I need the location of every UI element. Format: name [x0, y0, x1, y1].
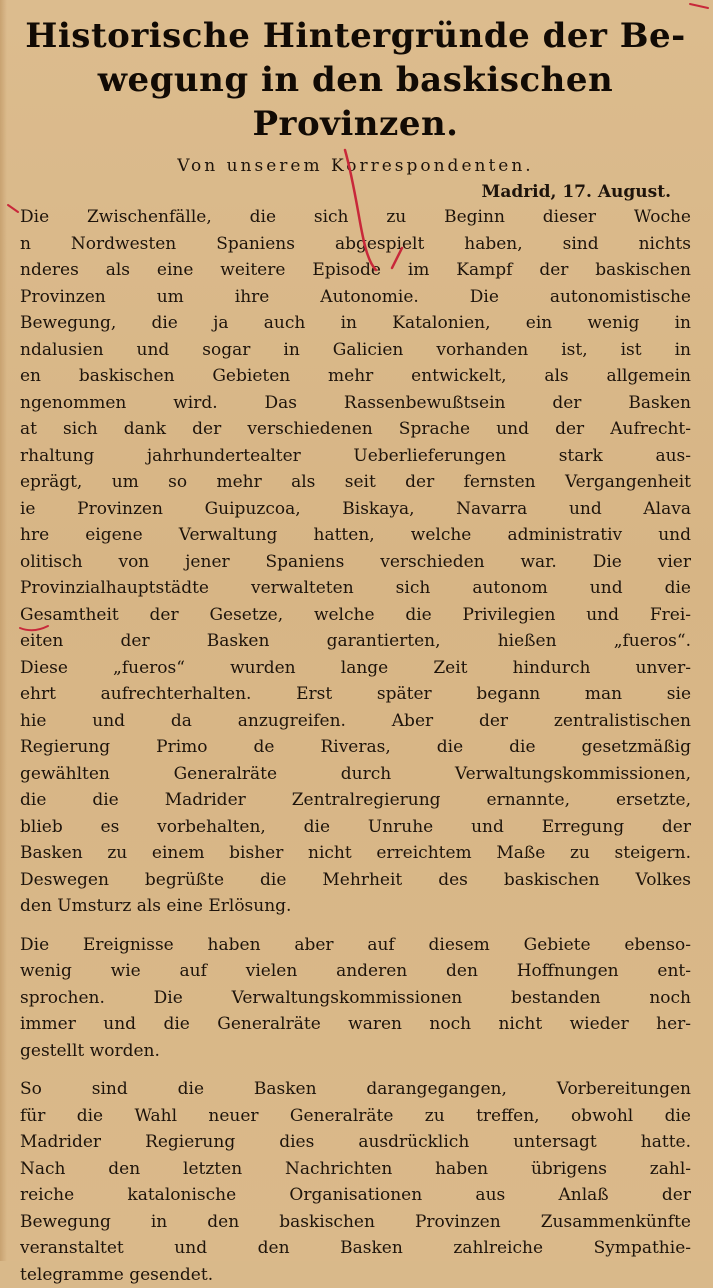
- paragraph-line: ngenommen wird. Das Rassenbewußtsein der Basken: [20, 390, 691, 417]
- paragraph-line: So sind die Basken darangegangen, Vorbereitungen: [20, 1076, 691, 1103]
- article-paragraph: [20, 204, 691, 920]
- paragraph-line: nderes als eine weitere Episode im Kampf der baskischen: [20, 257, 691, 284]
- paragraph-line: Gesamtheit der Gesetze, welche die Privilegien und Frei-: [20, 602, 691, 629]
- paragraph-line: Deswegen begrüßte die Mehrheit des baskischen Volkes: [20, 867, 691, 894]
- paragraph-line: ndalusien und sogar in Galicien vorhanden ist, ist in: [20, 337, 691, 364]
- paragraph-line: rhaltung jahrhundertealter Ueberlieferungen stark aus-: [20, 443, 691, 470]
- headline-line-1: Historische Hintergründe der Be-: [25, 16, 685, 56]
- paragraph-line: eiten der Basken garantierten, hießen „fueros“.: [20, 628, 691, 655]
- paragraph-line: Die Ereignisse haben aber auf diesem Gebiete ebenso-: [20, 932, 691, 959]
- paragraph-line: sprochen. Die Verwaltungskommissionen bestanden noch: [20, 985, 691, 1012]
- paragraph-line: Die Zwischenfälle, die sich zu Beginn dieser Woche: [20, 204, 691, 231]
- paragraph-line: Bewegung in den baskischen Provinzen Zusammenkünfte: [20, 1209, 691, 1236]
- paragraph-line: Madrider Regierung dies ausdrücklich untersagt hatte.: [20, 1129, 691, 1156]
- paper-edge: [0, 0, 7, 1261]
- paragraph-line: den Umsturz als eine Erlösung.: [20, 893, 691, 920]
- paragraph-line: at sich dank der verschiedenen Sprache und der Aufrecht-: [20, 416, 691, 443]
- paragraph-line: Regierung Primo de Riveras, die die gesetzmäßig: [20, 734, 691, 761]
- article-byline: Von unserem Korrespondenten.: [20, 154, 691, 178]
- paragraph-line: Diese „fueros“ wurden lange Zeit hindurch unver-: [20, 655, 691, 682]
- paragraph-gap: [20, 1064, 691, 1076]
- paragraph-line: blieb es vorbehalten, die Unruhe und Erregung der: [20, 814, 691, 841]
- paragraph-line: gewählten Generalräte durch Verwaltungskommissionen,: [20, 761, 691, 788]
- pen-stroke-margin: [8, 205, 18, 212]
- article-paragraph: [20, 1076, 691, 1288]
- paragraph-line: Bewegung, die ja auch in Katalonien, ein wenig in: [20, 310, 691, 337]
- paragraph-line: Nach den letzten Nachrichten haben übrigens zahl-: [20, 1156, 691, 1183]
- paragraph-line: hie und da anzugreifen. Aber der zentralistischen: [20, 708, 691, 735]
- paragraph-line: die die Madrider Zentralregierung ernannte, ersetzte,: [20, 787, 691, 814]
- paragraph-gap: [20, 920, 691, 932]
- paragraph-line: Provinzialhauptstädte verwalteten sich autonom und die: [20, 575, 691, 602]
- paragraph-line: eprägt, um so mehr als seit der fernsten Vergangenheit: [20, 469, 691, 496]
- paragraph-line: immer und die Generalräte waren noch nicht wieder her-: [20, 1011, 691, 1038]
- paragraph-line: n Nordwesten Spaniens abgespielt haben, sind nichts: [20, 231, 691, 258]
- pen-stroke-corner: [690, 4, 708, 8]
- paragraph-line: veranstaltet und den Basken zahlreiche Sympathie-: [20, 1235, 691, 1262]
- paragraph-line: Basken zu einem bisher nicht erreichtem Maße zu steigern.: [20, 840, 691, 867]
- article-paragraph: [20, 932, 691, 1065]
- paragraph-line: gestellt worden.: [20, 1038, 691, 1065]
- paragraph-line: für die Wahl neuer Generalräte zu treffen, obwohl die: [20, 1103, 691, 1130]
- article-dateline: Madrid, 17. August.: [20, 180, 691, 204]
- article-body: [20, 204, 691, 1288]
- paragraph-line: hre eigene Verwaltung hatten, welche administrativ und: [20, 522, 691, 549]
- paragraph-line: ehrt aufrechterhalten. Erst später begann man sie: [20, 681, 691, 708]
- paragraph-line: reiche katalonische Organisationen aus Anlaß der: [20, 1182, 691, 1209]
- paragraph-line: en baskischen Gebieten mehr entwickelt, als allgemein: [20, 363, 691, 390]
- paragraph-line: telegramme gesendet.: [20, 1262, 691, 1288]
- paragraph-line: Provinzen um ihre Autonomie. Die autonomistische: [20, 284, 691, 311]
- article-headline: [20, 14, 691, 146]
- paragraph-line: wenig wie auf vielen anderen den Hoffnungen ent-: [20, 958, 691, 985]
- paragraph-line: ie Provinzen Guipuzcoa, Biskaya, Navarra und Alava: [20, 496, 691, 523]
- paragraph-line: olitisch von jener Spaniens verschieden war. Die vier: [20, 549, 691, 576]
- headline-line-2: wegung in den baskischen Provinzen.: [98, 60, 614, 144]
